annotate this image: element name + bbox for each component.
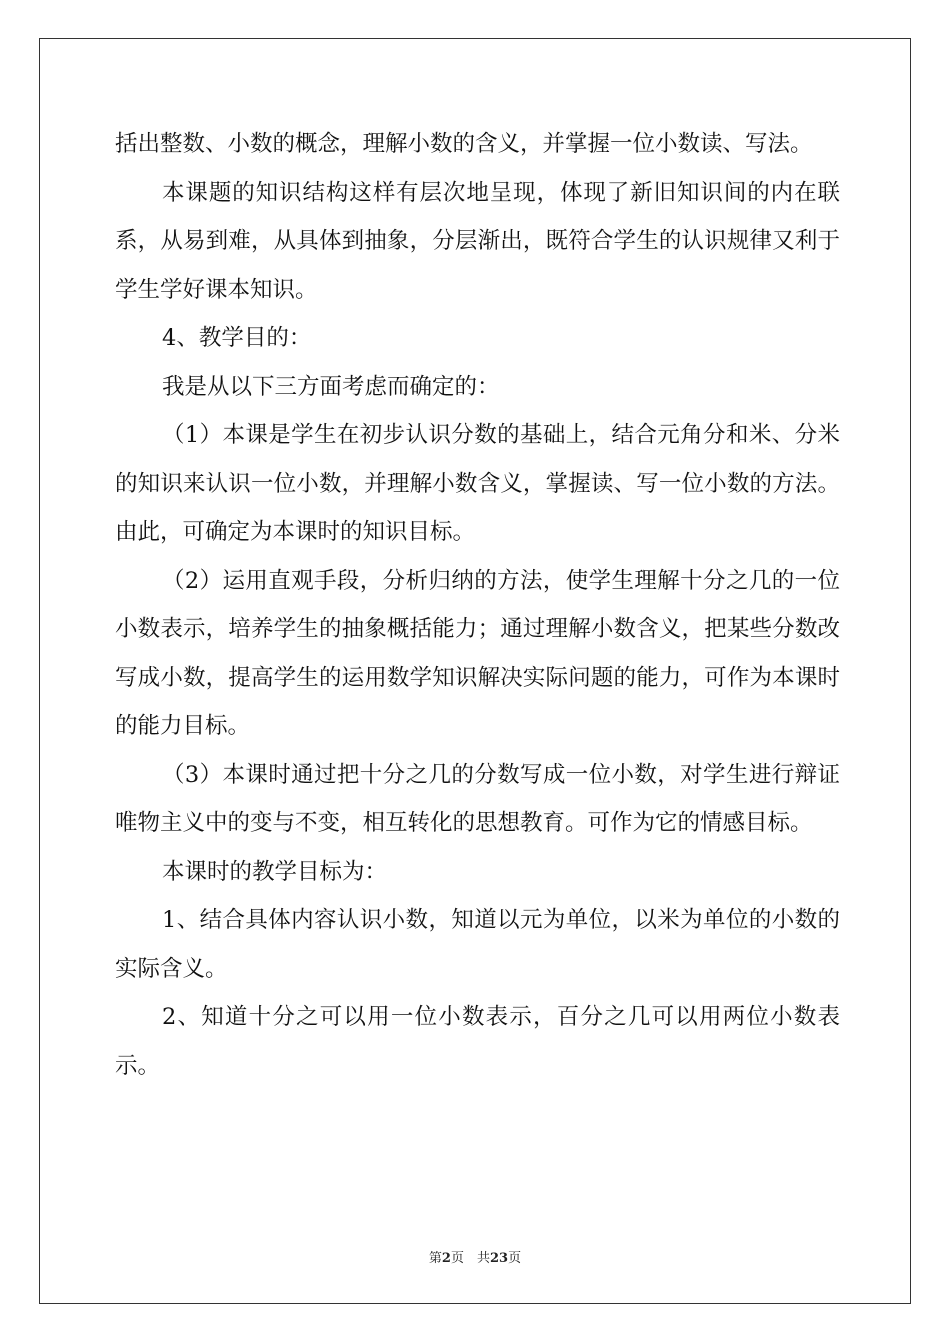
paragraph-three-aspects: 我是从以下三方面考虑而确定的：	[162, 373, 500, 400]
page-footer	[0, 1247, 950, 1266]
paragraph-continuation: 括出整数、小数的概念，理解小数的含义，并掌握一位小数读、写法。	[115, 131, 813, 157]
document-body	[115, 120, 840, 1090]
heading-teaching-goals: 4、教学目的：	[162, 325, 312, 351]
footer-mid: 页 共	[450, 1251, 490, 1266]
paragraph-emotion-goal: （3）本课时通过把十分之几的分数写成一位小数，对学生进行辩证唯物主义中的变与不变，相互转化的思想教育。可作为它的情感目标。	[115, 761, 840, 836]
paragraph-goals-intro: 本课时的教学目标为：	[162, 858, 388, 885]
paragraph-knowledge-structure: 本课题的知识结构这样有层次地呈现，体现了新旧知识间的内在联系，从易到难，从具体到抽象，分层渐出，既符合学生的认识规律又利于学生学好课本知识。	[115, 179, 840, 303]
footer-current-page: 2	[441, 1251, 451, 1266]
paragraph-goal-1: 1、结合具体内容认识小数，知道以元为单位，以米为单位的小数的实际含义。	[115, 907, 840, 982]
footer-total-pages: 23	[489, 1251, 509, 1266]
paragraph-ability-goal: （2）运用直观手段，分析归纳的方法，使学生理解十分之几的一位小数表示，培养学生的抽象概括能力；通过理解小数含义，把某些分数改写成小数，提高学生的运用数学知识解决实际问题的能力，可作为本课时的能力目标。	[115, 567, 840, 739]
paragraph-goal-2: 2、知道十分之可以用一位小数表示，百分之几可以用两位小数表示。	[115, 1004, 840, 1079]
footer-prefix: 第	[428, 1251, 442, 1266]
footer-suffix: 页	[508, 1251, 522, 1266]
paragraph-knowledge-goal: （1）本课是学生在初步认识分数的基础上，结合元角分和米、分米的知识来认识一位小数，并理解小数含义，掌握读、写一位小数的方法。由此，可确定为本课时的知识目标。	[115, 422, 840, 545]
